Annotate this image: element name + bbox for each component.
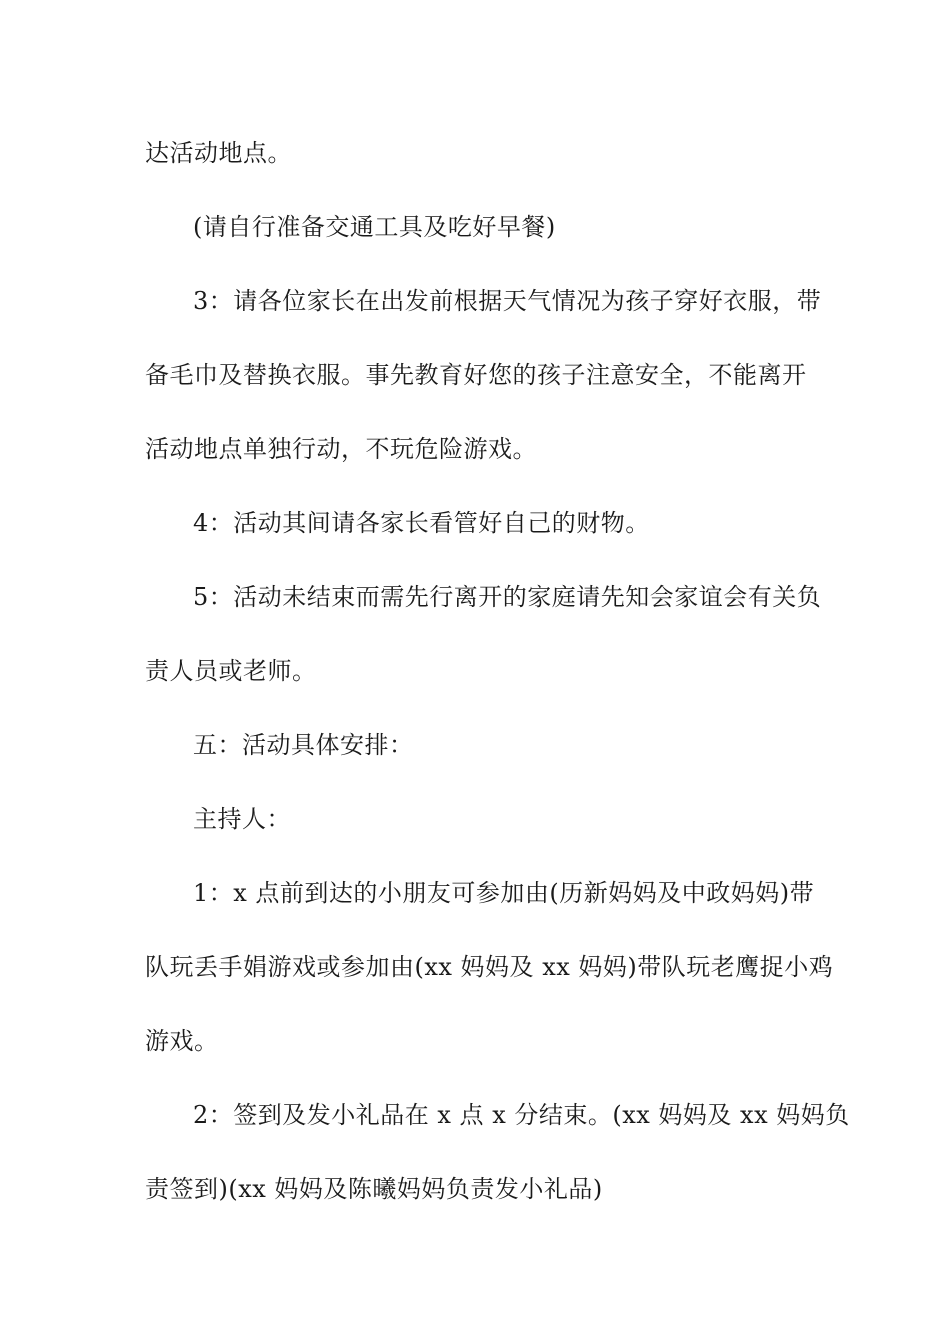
text-line: 备毛巾及替换衣服。事先教育好您的孩子注意安全，不能离开 — [145, 361, 807, 389]
text-line: 1：x 点前到达的小朋友可参加由(历新妈妈及中政妈妈)带 — [193, 879, 815, 907]
text-line: 责人员或老师。 — [145, 657, 317, 685]
text-line: 2：签到及发小礼品在 x 点 x 分结束。(xx 妈妈及 xx 妈妈负 — [193, 1101, 850, 1129]
text-line: 游戏。 — [145, 1027, 219, 1055]
text-line: (请自行准备交通工具及吃好早餐) — [193, 213, 556, 241]
section-heading: 五：活动具体安排： — [193, 731, 414, 759]
text-line: 3：请各位家长在出发前根据天气情况为孩子穿好衣服，带 — [193, 287, 822, 315]
text-line: 主持人： — [193, 805, 291, 833]
text-line: 责签到)(xx 妈妈及陈曦妈妈负责发小礼品) — [145, 1175, 603, 1203]
text-line: 活动地点单独行动，不玩危险游戏。 — [145, 435, 537, 463]
text-line: 达活动地点。 — [145, 139, 292, 167]
text-line: 队玩丢手娟游戏或参加由(xx 妈妈及 xx 妈妈)带队玩老鹰捉小鸡 — [145, 953, 834, 981]
text-line: 4：活动其间请各家长看管好自己的财物。 — [193, 509, 650, 537]
text-line: 5：活动未结束而需先行离开的家庭请先知会家谊会有关负 — [193, 583, 822, 611]
